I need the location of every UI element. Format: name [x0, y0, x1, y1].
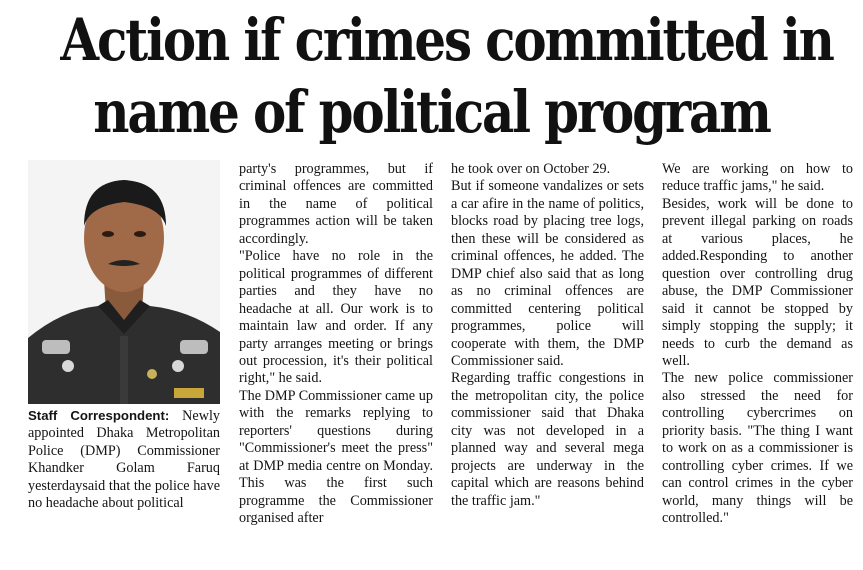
headline: [60, 4, 833, 148]
column3-paragraph-3: Regarding traffic congestions in the metropolitan city, the police commissioner said that Dhaka city was not developed in a planned way and several mega projects are underway in the capital which are reasons behind the traffic jam.": [451, 370, 644, 509]
byline-label: Staff Correspondent:: [28, 408, 170, 423]
column1-text: Newly appointed Dhaka Metropolitan Police (DMP) Commissioner Khandker Golam Faruq yesterdaysaid that the police have no headache about political: [28, 408, 220, 512]
article-column-4: [662, 161, 853, 528]
column3-paragraph-1: he took over on October 29.: [451, 161, 611, 177]
column2-paragraph-2: "Police have no role in the political programmes of different parties and they have no headache at all. Our work is to maintain law and order. If any party arranges meeting or brings out procession, it's their political right," he said.: [239, 248, 433, 387]
column4-paragraph-3: The new police commissioner also stressed the need for controlling cybercrimes on priority basis. "The thing I want to work on as a commissioner is controlling cyber crimes. If we can control crimes in the cyber world, many things will be controlled.": [662, 370, 853, 527]
article-column-3: [451, 161, 644, 510]
column4-paragraph-1: We are working on how to reduce traffic jams," he said.: [662, 161, 853, 195]
portrait-photo: [28, 160, 220, 404]
column3-paragraph-2: But if someone vandalizes or sets a car afire in the name of politics, blocks road by placing tree logs, then these will be considered as criminal offences, he added. The DMP chief also said that as long as no criminal offences are committed centering political programmes, police will cooperate with them, the DMP Commissioner said.: [451, 178, 644, 369]
column4-paragraph-2: Besides, work will be done to prevent illegal parking on roads at various places, he added.Responding to another question over controlling drug abuse, the DMP Commissioner said it cannot be stopped by simply stopping the supply; it needs to curb the demand as well.: [662, 195, 853, 369]
article-column-1: [28, 407, 220, 513]
column1-paragraph-1: [28, 407, 220, 513]
column2-paragraph-1: party's programmes, but if criminal offences are committed in the name of political programmes action will be taken accordingly.: [239, 161, 433, 247]
article-column-2: [239, 161, 433, 528]
column2-paragraph-3: The DMP Commissioner came up with the remarks replying to reporters' questions during "Commissioner's meet the press" at DMP media centre on Monday. This was the first such programme the Commissioner organised after: [239, 387, 433, 527]
headline-line-1: Action if crimes committed in: [60, 6, 833, 74]
headline-line-2: name of political program: [93, 78, 770, 146]
